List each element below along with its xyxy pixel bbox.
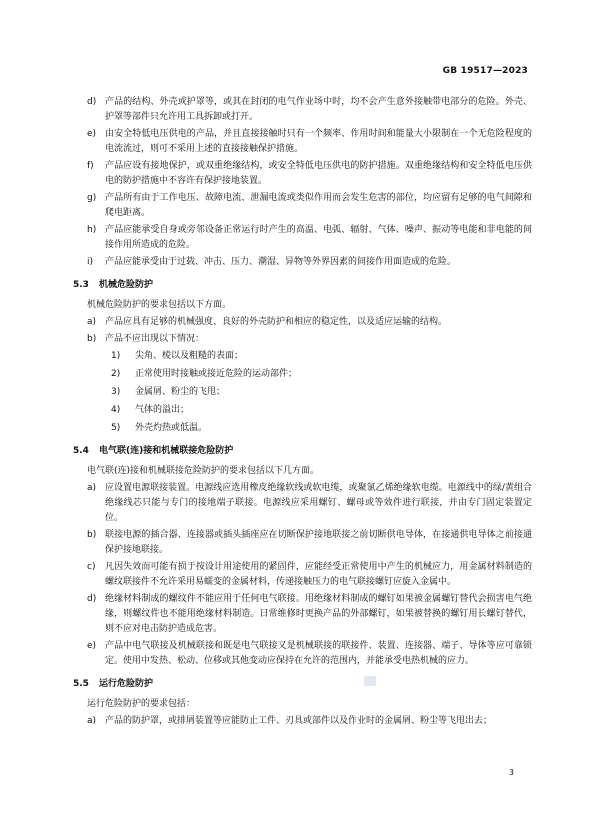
item-text: 绝缘材料制成的螺纹件不能应用于任何电气联接。用绝缘材料制成的螺钉如果被金属螺钉替代会损害电气绝缘，则螺纹件也不能用绝缘材料制造。日常维修时更换产品的外部螺钉，如果被替换的螺钉用长螺钉替代，则不应对电击防护造成危害。	[105, 594, 532, 634]
item-label: d)	[87, 594, 97, 604]
list-item	[87, 191, 532, 221]
sub-item-label: 2)	[111, 369, 121, 379]
item-label: c)	[87, 562, 96, 572]
item-text: 产品的结构、外壳或护罩等，或其在封闭的电气作业场中时，均不会产生意外接触带电部分的危险。外壳、护罩等部件只允许用工具拆卸或打开。	[105, 97, 532, 122]
sub-item-label: 5)	[111, 423, 121, 433]
item-label: f)	[87, 161, 94, 171]
item-label: g)	[87, 193, 97, 203]
list-item	[87, 223, 532, 253]
item-text: 产品中电气联接及机械联接和既是电气联接又是机械联接的联接件、装置、连接器、端子、导体等应可靠锁定。使用中发热、松动、位移或其他变动应保持在允许的范围内，并能承受电热机械的应力。	[105, 641, 532, 666]
list-item	[87, 528, 532, 558]
item-text: 产品应能承受自身或旁邻设备正常运行时产生的高温、电弧、辐射、气体、噪声、振动等电能和非电能的间接作用所造成的危险。	[105, 225, 532, 250]
list-item	[87, 481, 532, 526]
page-number: 3	[508, 768, 514, 777]
list-item	[87, 255, 532, 270]
list-item	[87, 159, 532, 189]
list-top	[87, 95, 532, 270]
item-text: 凡因失效而可能有损于按设计用途使用的紧固件，应能经受正常使用中产生的机械应力，用金属材料制造的螺纹联接件不允许采用易蠕变的金属材料，传递接触压力的电气联接螺钉应旋入金属中。	[105, 562, 532, 587]
list-item	[87, 714, 532, 729]
sub-item-label: 4)	[111, 405, 121, 415]
list-item	[87, 127, 532, 157]
item-text: 产品不应出现以下情况：	[105, 334, 205, 344]
section-intro: 运行危险防护的要求包括：	[87, 699, 196, 709]
sub-item-text: 外壳灼热或低温。	[135, 423, 208, 433]
item-label: b)	[87, 334, 97, 344]
item-label: e)	[87, 641, 97, 651]
item-text: 应设置电源联接装置。电源线应选用橡皮绝缘软线或软电缆，或聚氯乙烯绝缘软电缆。电源线中的绿/黄组合绝缘线芯只能与专门的接地端子联接。电源线应采用螺钉、螺母或等效件进行联接，并由专门固定装置定位。	[105, 483, 532, 523]
item-text: 联接电源的插合器、连接器或插头插座应在切断保护接地联接之前切断供电导体，在接通供电导体之前接通保护接地联接。	[105, 530, 532, 555]
item-label: i)	[87, 257, 94, 267]
item-label: d)	[87, 97, 97, 107]
section-heading-5-3	[73, 278, 532, 293]
section-heading-5-5	[73, 677, 532, 692]
item-label: a)	[87, 716, 97, 726]
watermark-mark	[364, 676, 376, 686]
section-intro: 电气联(连)接和机械联接危险防护的要求包括以下几方面。	[87, 466, 320, 476]
item-label: b)	[87, 530, 97, 540]
list-item	[87, 639, 532, 669]
list-item	[87, 315, 532, 330]
item-text: 产品应设有接地保护，或双重绝缘结构，或安全特低电压供电的防护措施。双重绝缘结构和安全特低电压供电的防护措施中不容许有保护接地装置。	[105, 161, 532, 186]
sub-item-text: 金属屑、粉尘的飞甩；	[135, 387, 226, 397]
sub-item-text: 气体的溢出；	[135, 405, 190, 415]
item-text: 由安全特低电压供电的产品，并且直接接触时只有一个频率、作用时间和能量大小限制在一个无危险程度的电流流过，则可不采用上述的直接接触保护措施。	[105, 129, 532, 154]
section-number: 5.3	[73, 280, 89, 290]
section-heading-5-4	[73, 444, 532, 459]
item-label: h)	[87, 225, 97, 235]
item-label: e)	[87, 129, 97, 139]
section-title: 运行危险防护	[99, 679, 154, 689]
sub-list-item	[99, 403, 532, 418]
section-title: 机械危险防护	[99, 280, 154, 290]
sub-item-text: 正常使用时接触或接近危险的运动部件；	[135, 369, 298, 379]
item-text: 产品所有由于工作电压、故障电流、泄漏电流或类似作用而会发生危害的部位，均应留有足够的电气间隙和爬电距离。	[105, 193, 532, 218]
item-label: a)	[87, 317, 97, 327]
list-item	[87, 332, 532, 347]
section-number: 5.4	[73, 446, 89, 456]
page-body	[73, 95, 532, 731]
sub-item-label: 3)	[111, 387, 121, 397]
item-label: a)	[87, 483, 97, 493]
sub-item-text: 尖角、棱以及粗糙的表面；	[135, 351, 244, 361]
sub-list-item	[99, 367, 532, 382]
sub-list-item	[99, 385, 532, 400]
sub-item-label: 1)	[111, 351, 121, 361]
section-intro: 机械危险防护的要求包括以下方面。	[87, 300, 232, 310]
list-item	[87, 592, 532, 637]
list-item	[87, 560, 532, 590]
sub-list-item	[99, 349, 532, 364]
item-text: 产品应具有足够的机械强度、良好的外壳防护和相应的稳定性，以及适应运输的结构。	[105, 317, 448, 327]
section-title: 电气联(连)接和机械联接危险防护	[99, 446, 234, 456]
list-item	[87, 95, 532, 125]
item-text: 产品应能承受由于过载、冲击、压力、潮湿、异物等外界因素的间接作用面造成的危险。	[105, 257, 457, 267]
section-number: 5.5	[73, 679, 89, 689]
standard-number: GB 19517—2023	[442, 66, 528, 76]
sub-list-item	[99, 421, 532, 436]
item-text: 产品的防护罩，或排屑装置等应能防止工件、刃具或部件以及作业时的金属屑、粉尘等飞甩出去；	[105, 716, 493, 726]
